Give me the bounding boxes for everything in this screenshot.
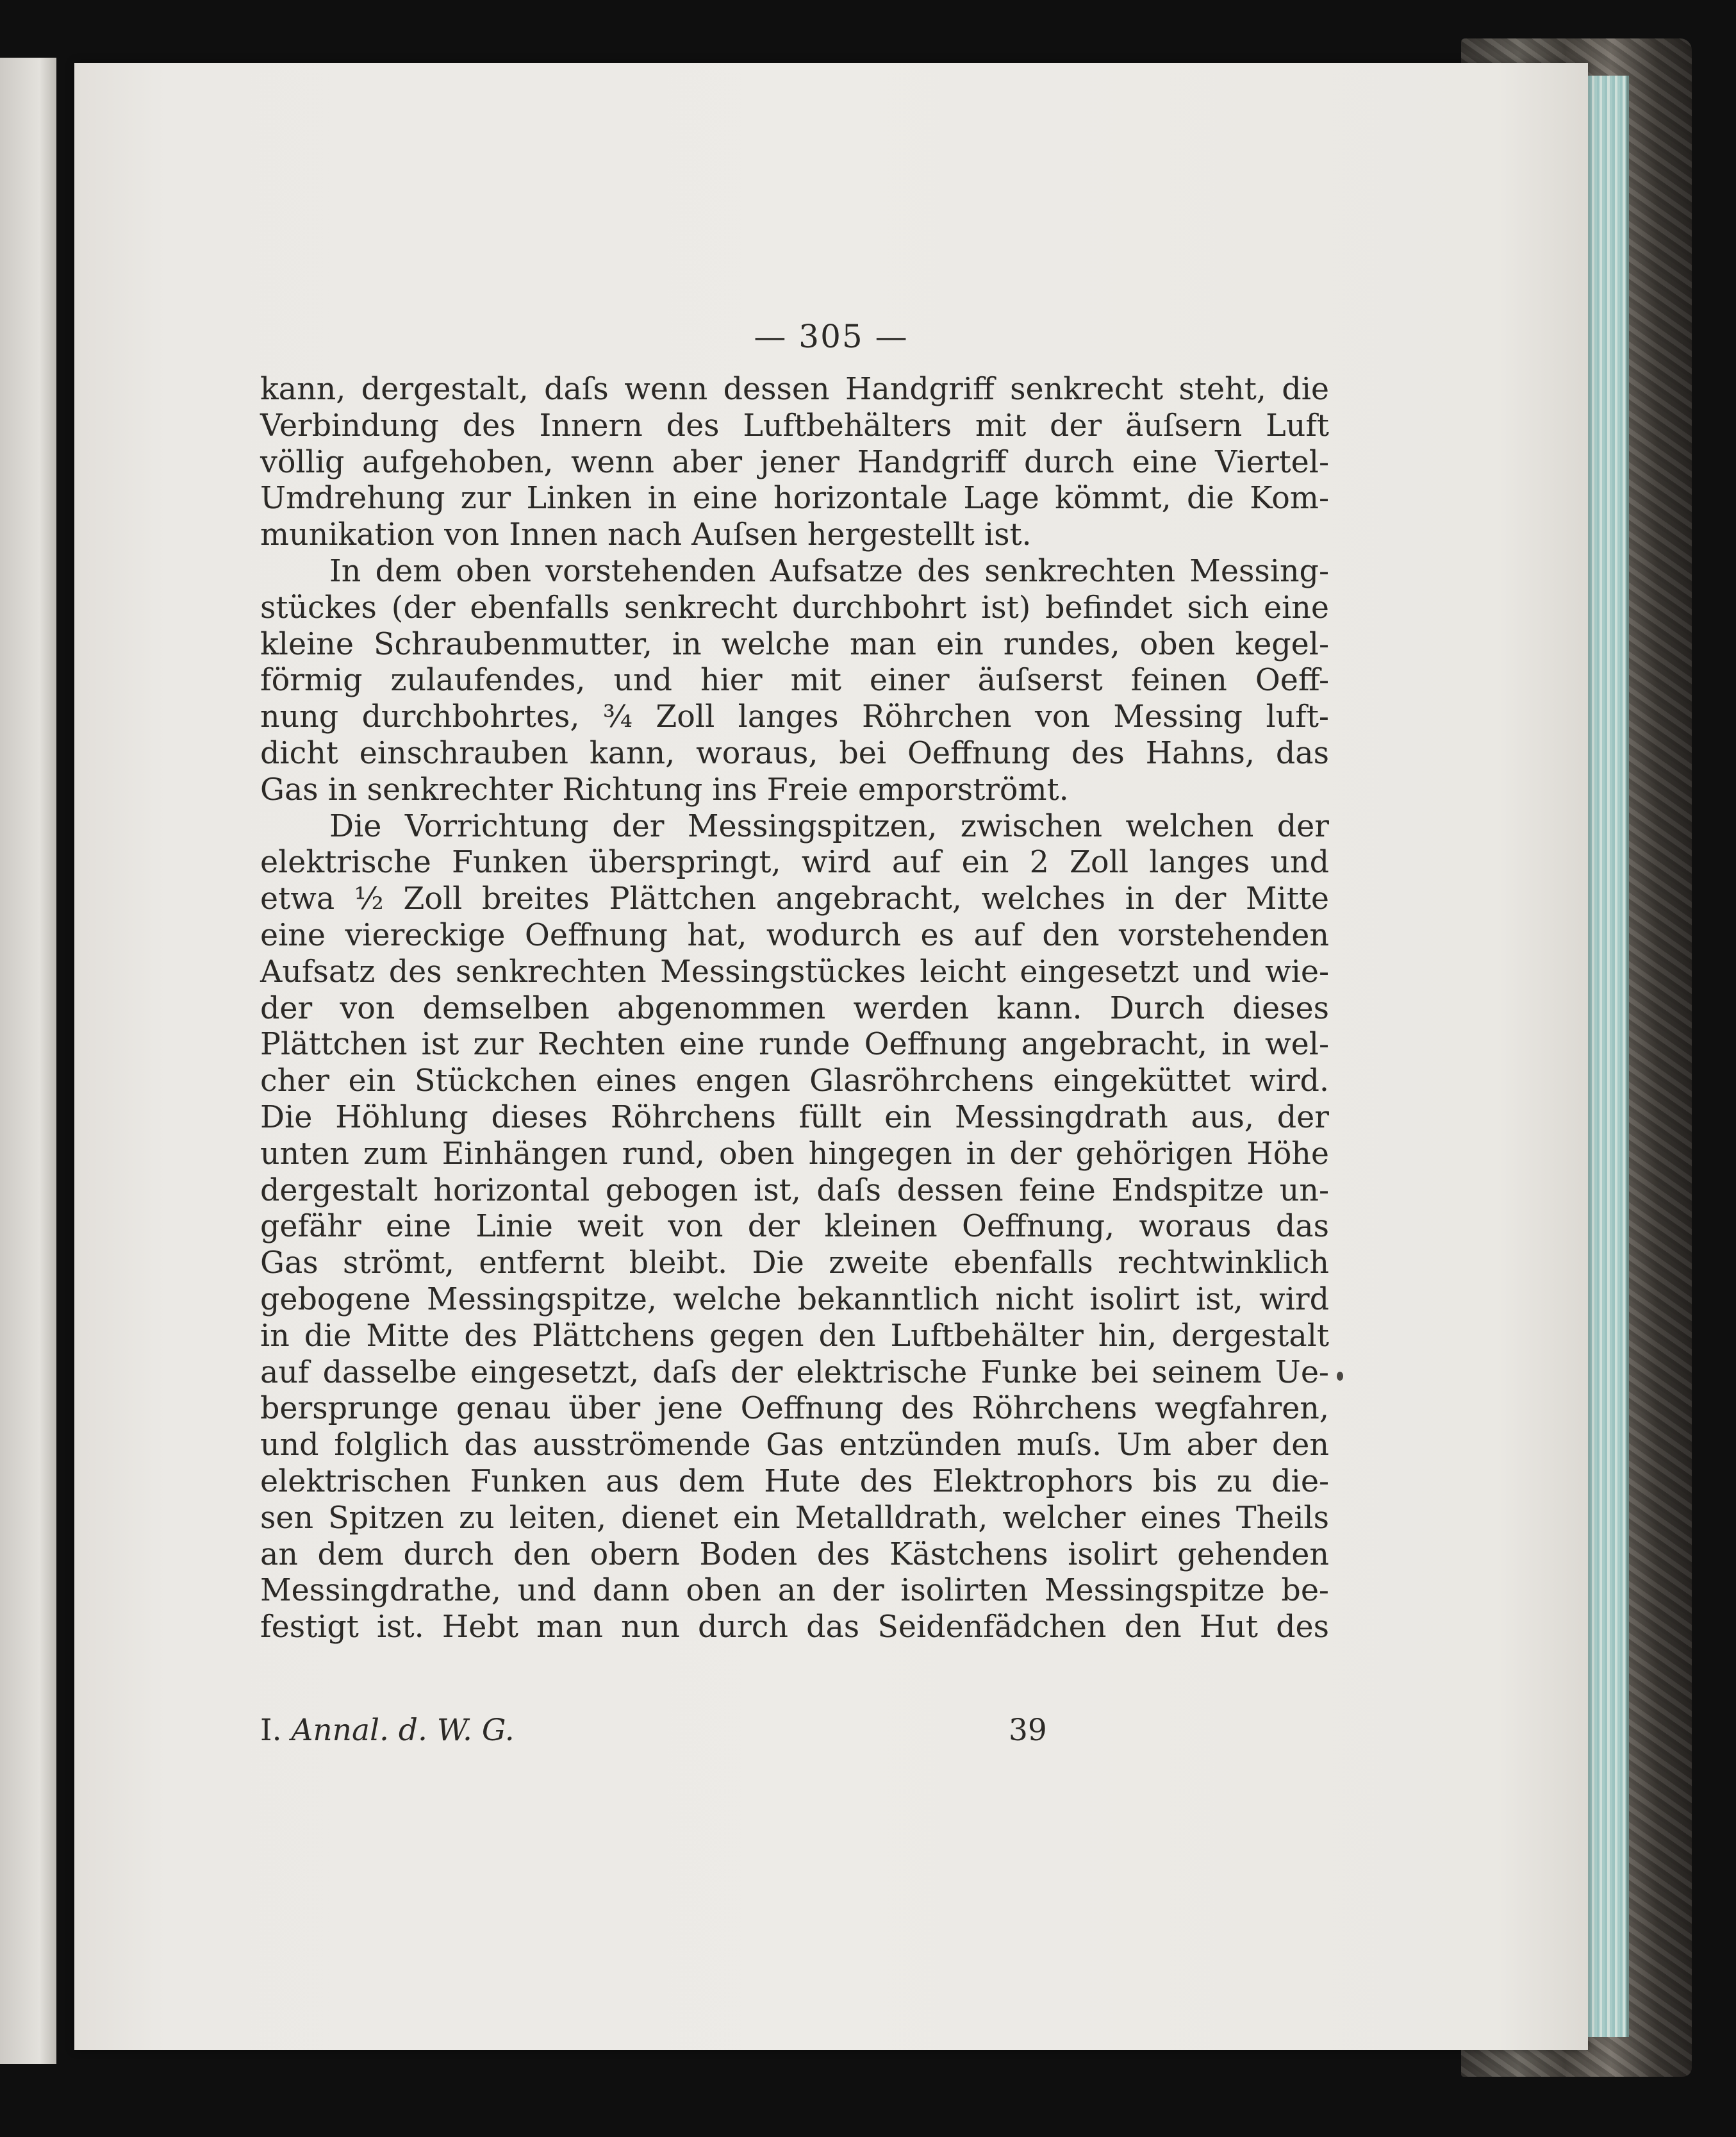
text-line: cher ein Stückchen eines engen Glasröhrchens eingeküttet wird. <box>260 1063 1329 1099</box>
text-line: Die Vorrichtung der Messingspitzen, zwischen welchen der <box>329 808 1329 844</box>
text-line: an dem durch den obern Boden des Kästchens isolirt gehenden <box>260 1536 1329 1572</box>
page-number: — 305 — <box>754 318 909 355</box>
text-line: In dem oben vorstehenden Aufsatze des senkrechten Messing- <box>329 553 1329 589</box>
body-text <box>260 372 1329 1646</box>
facing-page-edge <box>0 58 56 2064</box>
signature-mark <box>260 1713 515 1748</box>
ink-speck <box>1337 1372 1343 1381</box>
text-line: unten zum Einhängen rund, oben hingegen in der gehörigen Höhe <box>260 1136 1329 1172</box>
text-line: etwa ½ Zoll breites Plättchen angebracht, welches in der Mitte <box>260 881 1329 917</box>
paragraph-1 <box>260 372 1329 517</box>
book-page <box>74 63 1588 2050</box>
text-line: sen Spitzen zu leiten, dienet ein Metalldrath, welcher eines Theils <box>260 1500 1329 1536</box>
text-line: in die Mitte des Plättchens gegen den Luftbehälter hin, dergestalt <box>260 1318 1329 1354</box>
signature-title: Annal. d. W. G. <box>291 1713 515 1748</box>
page-content <box>74 63 1588 2050</box>
text-line: auf dasselbe eingesetzt, daſs der elektrische Funke bei seinem Ue- <box>260 1354 1329 1390</box>
text-line: Verbindung des Innern des Luftbehälters mit der äuſsern Luft <box>260 408 1329 444</box>
paragraph-3 <box>260 809 1329 1646</box>
text-line: stückes (der ebenfalls senkrecht durchbohrt ist) befindet sich eine <box>260 590 1329 626</box>
text-line: Aufsatz des senkrechten Messingstückes leicht eingesetzt und wie- <box>260 954 1329 990</box>
page-footer <box>260 1713 1329 1751</box>
text-line: festigt ist. Hebt man nun durch das Seidenfädchen den Hut des <box>260 1609 1329 1645</box>
text-line: gebogene Messingspitze, welche bekanntlich nicht isolirt ist, wird <box>260 1281 1329 1317</box>
text-line: völlig aufgehoben, wenn aber jener Handgriff durch eine Viertel- <box>260 444 1329 480</box>
paragraph-1-end <box>260 517 1329 554</box>
text-line: und folglich das ausströmende Gas entzünden muſs. Um aber den <box>260 1427 1329 1463</box>
text-line: der von demselben abgenommen werden kann. Durch dieses <box>260 990 1329 1026</box>
text-line: Umdrehung zur Linken in eine horizontale Lage kömmt, die Kom- <box>260 481 1329 517</box>
text-line: Messingdrathe, und dann oben an der isolirten Messingspitze be- <box>260 1573 1329 1609</box>
text-line: Gas in senkrechter Richtung ins Freie emporströmt. <box>260 772 1069 808</box>
text-line: Plättchen ist zur Rechten eine runde Oeffnung angebracht, in wel- <box>260 1027 1329 1063</box>
text-line: elektrische Funken überspringt, wird auf ein 2 Zoll langes und <box>260 845 1329 881</box>
text-line: kleine Schraubenmutter, in welche man ein rundes, oben kegel- <box>260 626 1329 662</box>
text-line: nung durchbohrtes, ¾ Zoll langes Röhrchen von Messing luft- <box>260 699 1329 735</box>
text-line: bersprunge genau über jene Oeffnung des Röhrchens wegfahren, <box>260 1391 1329 1427</box>
paragraph-2-end <box>260 772 1329 809</box>
text-line: eine viereckige Oeffnung hat, wodurch es auf den vorstehenden <box>260 917 1329 953</box>
gathering-number: 39 <box>1009 1713 1047 1748</box>
text-line: elektrischen Funken aus dem Hute des Elektrophors bis zu die- <box>260 1463 1329 1499</box>
text-line: gefähr eine Linie weit von der kleinen Oeffnung, woraus das <box>260 1209 1329 1245</box>
text-line: dergestalt horizontal gebogen ist, daſs dessen feine Endspitze un- <box>260 1172 1329 1208</box>
text-line: Gas strömt, entfernt bleibt. Die zweite ebenfalls rechtwinklich <box>260 1245 1329 1281</box>
text-line: dicht einschrauben kann, woraus, bei Oeffnung des Hahns, das <box>260 735 1329 771</box>
paragraph-2 <box>260 554 1329 772</box>
text-line: förmig zulaufendes, und hier mit einer äuſserst feinen Oeff- <box>260 663 1329 699</box>
text-line: munikation von Innen nach Auſsen hergestellt ist. <box>260 517 1032 553</box>
text-line: Die Höhlung dieses Röhrchens füllt ein Messingdrath aus, der <box>260 1099 1329 1135</box>
page-edges <box>1582 76 1629 2037</box>
text-line: kann, dergestalt, daſs wenn dessen Handgriff senkrecht steht, die <box>260 372 1329 407</box>
signature-number: I. <box>260 1713 282 1748</box>
